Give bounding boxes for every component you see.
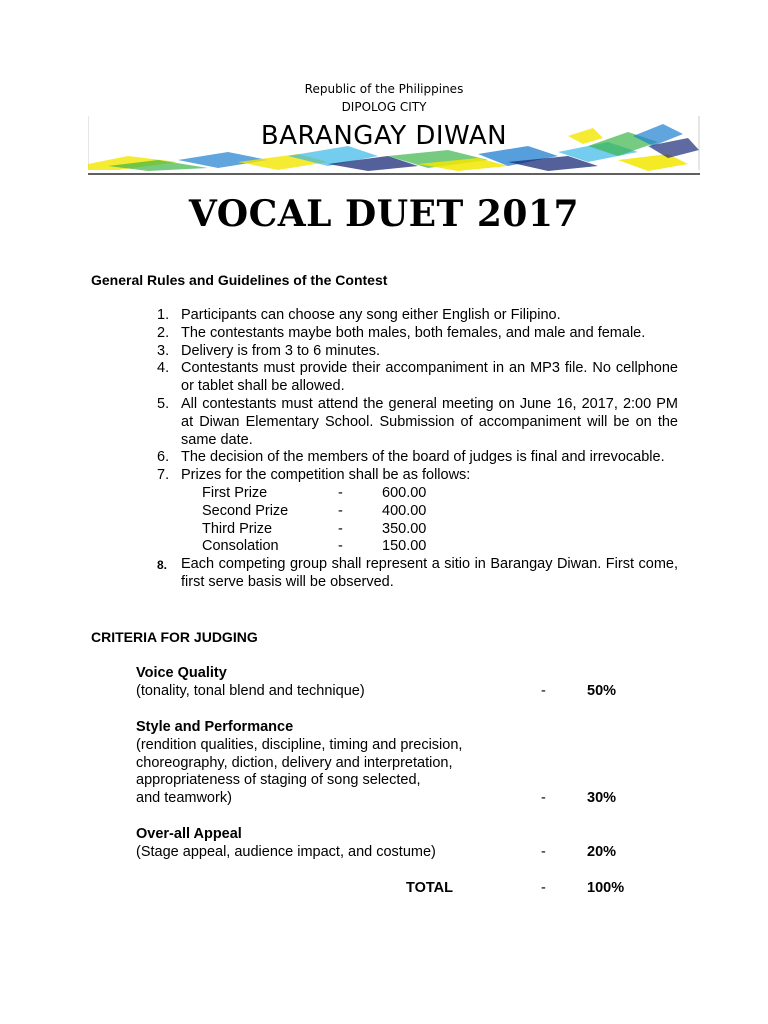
city-text: DIPOLOG CITY — [341, 100, 427, 114]
criterion-description: and teamwork) — [136, 790, 232, 807]
prize-name: Consolation — [202, 538, 279, 555]
rule-number: 1. — [157, 307, 170, 323]
prize-dash: - — [338, 484, 343, 501]
rule-item — [157, 325, 678, 343]
criterion-name: Style and Performance — [136, 719, 294, 735]
criterion-percent: 50% — [587, 683, 617, 699]
total-label: TOTAL — [406, 880, 453, 896]
criterion-style-performance — [136, 719, 462, 808]
criterion-voice-quality — [136, 665, 365, 701]
criterion-description: choreography, diction, delivery and interpretation, — [136, 754, 453, 771]
prize-amount: 150.00 — [382, 538, 427, 555]
prize-dash: - — [338, 538, 343, 555]
prize-name: First Prize — [202, 484, 268, 501]
prize-amount: 600.00 — [382, 484, 427, 501]
criteria-heading: CRITERIA FOR JUDGING — [91, 629, 258, 645]
rule-number: 5. — [157, 395, 170, 412]
rule-number: 3. — [157, 342, 170, 359]
prize-dash: - — [338, 520, 343, 537]
page-title: VOCAL DUET 2017 — [188, 193, 580, 235]
prize-row — [157, 521, 678, 539]
rule-item — [157, 396, 678, 449]
prize-name: Second Prize — [202, 502, 289, 519]
rule-item — [157, 343, 678, 361]
criterion-description: (rendition qualities, discipline, timing and precision, — [136, 736, 463, 753]
criterion-name: Voice Quality — [136, 665, 227, 681]
barangay-title: BARANGAY DIWAN — [260, 121, 508, 151]
total-dash: - — [541, 880, 546, 896]
criterion-dash: - — [541, 683, 546, 699]
criterion-description: appropriateness of staging of song selected, — [136, 772, 421, 789]
prize-row — [157, 485, 678, 503]
prize-dash: - — [338, 502, 343, 519]
prize-name: Third Prize — [202, 520, 273, 537]
rule-text: Prizes for the competition shall be as follows: — [181, 467, 471, 484]
criterion-name: Over-all Appeal — [136, 826, 242, 842]
rule-item — [157, 449, 678, 467]
rule-item — [157, 307, 678, 325]
criterion-overall-appeal — [136, 826, 436, 862]
prize-table — [157, 485, 678, 556]
rule-text: All contestants must attend the general meeting on June 16, 2017, 2:00 PM at Diwan Elementary School. Submission of accompaniment will be on the same date. — [181, 395, 678, 448]
rule-text: Participants can choose any song either English or Filipino. — [181, 307, 561, 323]
rules-list — [157, 307, 678, 592]
prize-amount: 350.00 — [382, 520, 427, 537]
rule-item — [157, 360, 678, 396]
criterion-percent: 20% — [587, 844, 617, 860]
total-percent: 100% — [587, 880, 625, 896]
criterion-dash: - — [541, 844, 546, 860]
rule-item — [157, 556, 678, 592]
criterion-percent: 30% — [587, 790, 617, 806]
prize-row — [157, 538, 678, 556]
rule-text: Delivery is from 3 to 6 minutes. — [181, 342, 381, 359]
rule-number: 7. — [157, 467, 170, 484]
criterion-dash: - — [541, 790, 546, 806]
rule-item — [157, 467, 678, 485]
rule-number: 4. — [157, 360, 170, 377]
rule-text: Contestants must provide their accompaniment in an MP3 file. No cellphone or tablet shall be allowed. — [181, 360, 678, 395]
prize-row — [157, 503, 678, 521]
rule-number: 8. — [157, 558, 168, 573]
rules-heading: General Rules and Guidelines of the Contest — [91, 272, 388, 288]
criterion-description: (Stage appeal, audience impact, and costume) — [136, 843, 436, 860]
rule-text: The decision of the members of the board of judges is final and irrevocable. — [181, 449, 665, 466]
prize-amount: 400.00 — [382, 502, 427, 519]
republic-text: Republic of the Philippines — [304, 82, 464, 96]
rule-text: Each competing group shall represent a sitio in Barangay Diwan. First come, first serve basis will be observed. — [181, 556, 678, 590]
rule-number: 6. — [157, 449, 170, 466]
rule-number: 2. — [157, 324, 170, 341]
rule-text: The contestants maybe both males, both females, and male and female. — [181, 324, 646, 341]
criterion-description: (tonality, tonal blend and technique) — [136, 682, 365, 699]
